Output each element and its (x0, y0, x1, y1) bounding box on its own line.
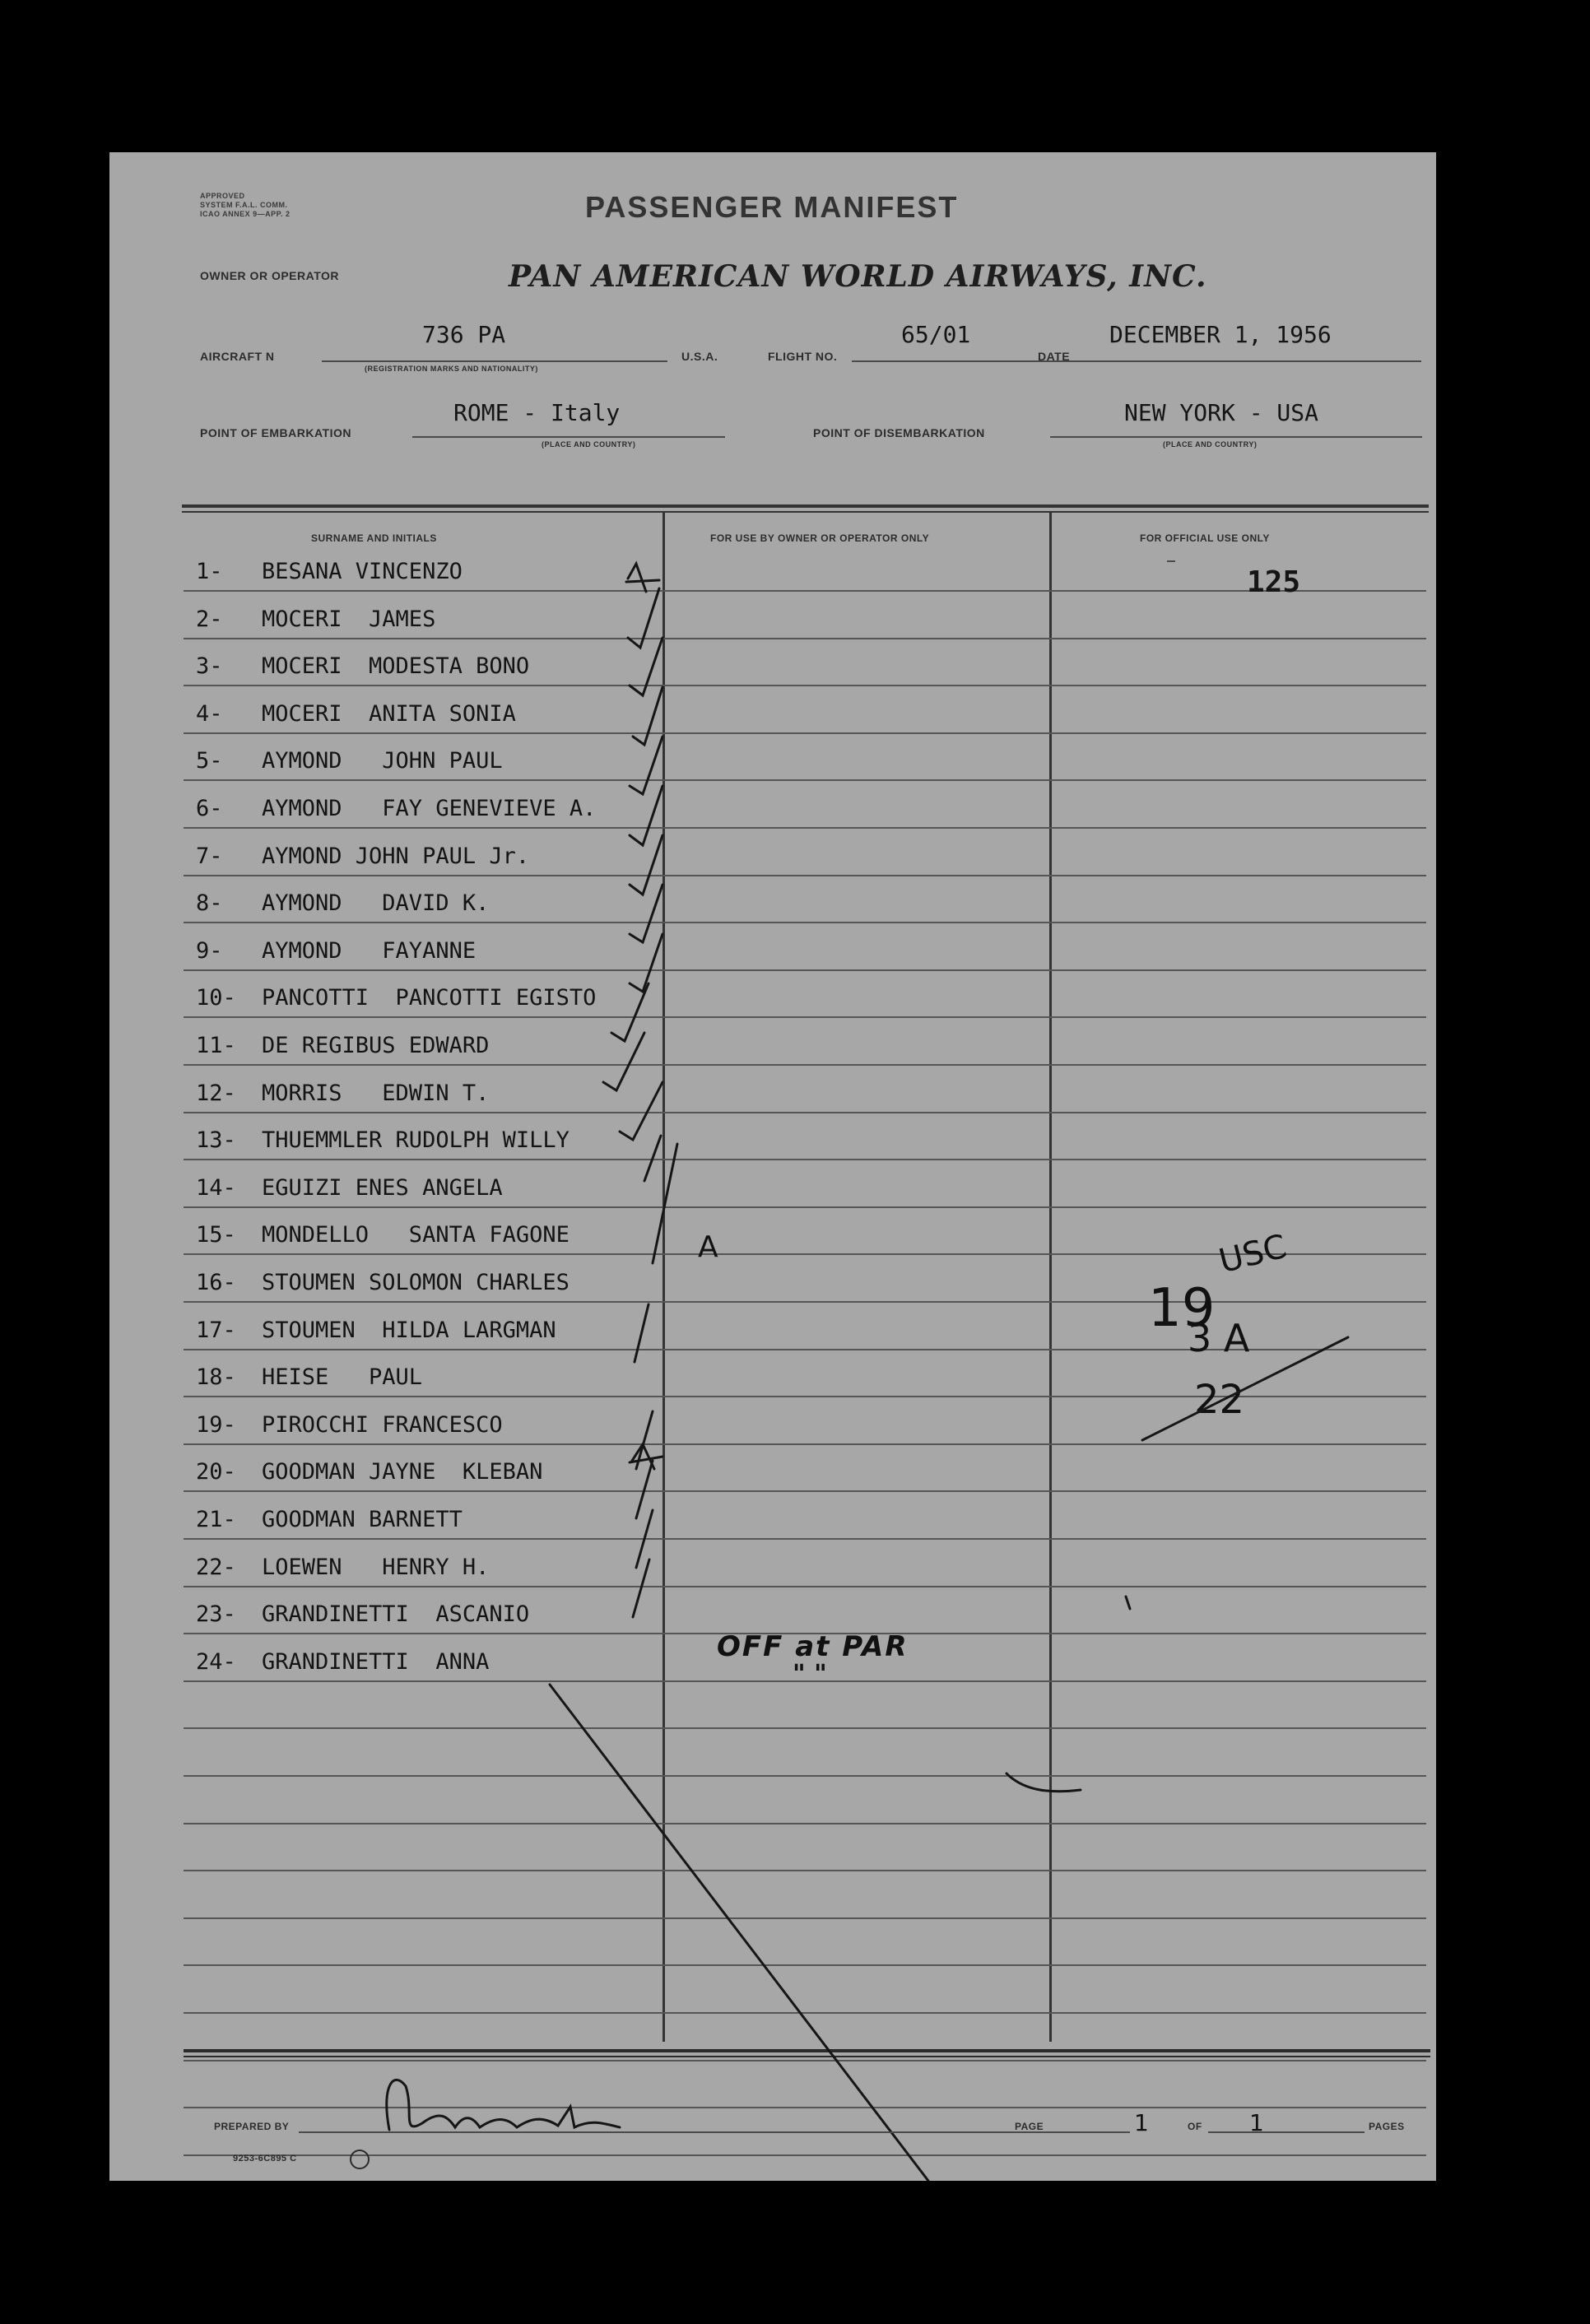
row-number: 16- (196, 1270, 236, 1295)
date-value: DECEMBER 1, 1956 (1109, 321, 1332, 348)
passenger-name: THUEMMLER RUDOLPH WILLY (262, 1127, 570, 1153)
passenger-name: GRANDINETTI ASCANIO (262, 1601, 530, 1627)
signature (387, 2080, 620, 2130)
row-number: 19- (196, 1412, 236, 1438)
passenger-name: AYMOND DAVID K. (262, 890, 490, 916)
embark-sublabel: (PLACE AND COUNTRY) (542, 440, 636, 449)
col-header-owner: FOR USE BY OWNER OR OPERATOR ONLY (710, 532, 930, 544)
passenger-name: PIROCCHI FRANCESCO (262, 1412, 503, 1438)
tally-19: 19 (1148, 1278, 1216, 1339)
check-mark (633, 687, 662, 745)
passenger-name: GRANDINETTI ANNA (262, 1649, 490, 1675)
row-number: 24- (196, 1649, 236, 1675)
row-number: 4- (196, 701, 223, 727)
note-ditto: " " (793, 1660, 827, 1689)
passenger-name: LOEWEN HENRY H. (262, 1555, 490, 1580)
page-value: 1 (1134, 2109, 1149, 2136)
of-underline (1208, 2131, 1365, 2133)
passenger-name: AYMOND JOHN PAUL Jr. (262, 844, 530, 869)
passenger-name: MOCERI MODESTA BONO (262, 653, 530, 679)
usa-label: U.S.A. (681, 350, 718, 363)
tally-3a: 3 A (1188, 1316, 1250, 1360)
date-label: DATE (1038, 350, 1071, 363)
flight-value: 65/01 (901, 321, 971, 348)
of-value: 1 (1249, 2109, 1264, 2136)
check-mark (630, 737, 662, 794)
col-header-official: FOR OFFICIAL USE ONLY (1140, 532, 1270, 544)
aircraft-sublabel: (REGISTRATION MARKS AND NATIONALITY) (365, 365, 538, 373)
owner-value: PAN AMERICAN WORLD AIRWAYS, INC. (509, 259, 1207, 294)
passenger-name: AYMOND JOHN PAUL (262, 748, 503, 774)
row-number: 8- (196, 890, 223, 916)
check-mark (630, 835, 662, 895)
cancel-stroke (550, 1685, 928, 2181)
tally-usc: USC (1215, 1227, 1290, 1281)
check-mark (626, 564, 659, 592)
check-mark (630, 885, 662, 942)
row-number: 10- (196, 985, 236, 1011)
tally-total: 22 (1194, 1377, 1245, 1423)
row-number: 3- (196, 653, 223, 679)
note-off-at-par: OFF at PAR (717, 1630, 909, 1663)
stray-mark (1007, 1597, 1130, 1792)
passenger-name: EGUIZI ENES ANGELA (262, 1175, 503, 1201)
row-number: 9- (196, 938, 223, 964)
owner-label: OWNER OR OPERATOR (200, 269, 339, 282)
approval-line: APPROVED (200, 192, 245, 200)
union-label-icon (350, 2150, 370, 2169)
pages-label: PAGES (1369, 2121, 1405, 2132)
embark-value: ROME - Italy (453, 399, 621, 426)
passenger-name: GOODMAN JAYNE KLEBAN (262, 1459, 543, 1485)
row-number: 21- (196, 1507, 236, 1532)
form-number: 9253-6C895 C (233, 2154, 297, 2164)
check-mark (628, 588, 659, 648)
mark-a: A (698, 1230, 718, 1264)
row-number: 17- (196, 1318, 236, 1343)
check-mark (630, 786, 662, 845)
prepared-underline (299, 2131, 1130, 2133)
of-label: OF (1188, 2121, 1202, 2132)
pen-marks (109, 152, 1436, 2181)
approval-line: ICAO ANNEX 9—APP. 2 (200, 210, 291, 218)
passenger-name: AYMOND FAY GENEVIEVE A. (262, 796, 597, 821)
aircraft-label: AIRCRAFT N (200, 350, 275, 363)
tally-strike (1142, 1337, 1348, 1440)
check-mark (630, 934, 662, 992)
disembark-sublabel: (PLACE AND COUNTRY) (1163, 440, 1258, 449)
passenger-name: PANCOTTI PANCOTTI EGISTO (262, 985, 597, 1011)
form-title: PASSENGER MANIFEST (585, 190, 959, 224)
col-header-names: SURNAME AND INITIALS (311, 532, 437, 544)
disembark-label: POINT OF DISEMBARKATION (813, 426, 985, 439)
approval-line: SYSTEM F.A.L. COMM. (200, 201, 288, 209)
passenger-name: AYMOND FAYANNE (262, 938, 477, 964)
passenger-name: HEISE PAUL (262, 1364, 423, 1390)
prepared-label: PREPARED BY (214, 2121, 290, 2132)
check-mark (636, 1461, 653, 1568)
aircraft-value: 736 PA (422, 321, 506, 348)
passenger-name: STOUMEN SOLOMON CHARLES (262, 1270, 570, 1295)
row-number: 20- (196, 1459, 236, 1485)
passenger-name: MOCERI ANITA SONIA (262, 701, 516, 727)
passenger-name: BESANA VINCENZO (262, 559, 463, 584)
row-number: 22- (196, 1555, 236, 1580)
check-mark (620, 1082, 662, 1140)
row-number: 18- (196, 1364, 236, 1390)
row-number: 1- (196, 559, 223, 584)
check-mark (630, 1444, 662, 1469)
passenger-name: MOCERI JAMES (262, 607, 436, 632)
page-label: PAGE (1015, 2121, 1044, 2132)
row-number: 7- (196, 844, 223, 869)
passenger-name: DE REGIBUS EDWARD (262, 1033, 490, 1058)
row-number: 11- (196, 1033, 236, 1058)
check-mark (644, 1136, 677, 1263)
row-number: 14- (196, 1175, 236, 1201)
row-number: 23- (196, 1601, 236, 1627)
manifest-sheet (109, 152, 1436, 2181)
row-number: 13- (196, 1127, 236, 1153)
passenger-name: GOODMAN BARNETT (262, 1507, 463, 1532)
disembark-value: NEW YORK - USA (1124, 399, 1319, 426)
embark-label: POINT OF EMBARKATION (200, 426, 351, 439)
row-number: 15- (196, 1222, 236, 1248)
passenger-name: MONDELLO SANTA FAGONE (262, 1222, 570, 1248)
row-number: 5- (196, 748, 223, 774)
check-mark (630, 638, 662, 695)
row-number: 2- (196, 607, 223, 632)
row-number: 6- (196, 796, 223, 821)
passenger-name: MORRIS EDWIN T. (262, 1081, 490, 1106)
official-count: 125 (1247, 565, 1301, 599)
row-number: 12- (196, 1081, 236, 1106)
passenger-name: STOUMEN HILDA LARGMAN (262, 1318, 556, 1343)
flight-label: FLIGHT NO. (768, 350, 838, 363)
